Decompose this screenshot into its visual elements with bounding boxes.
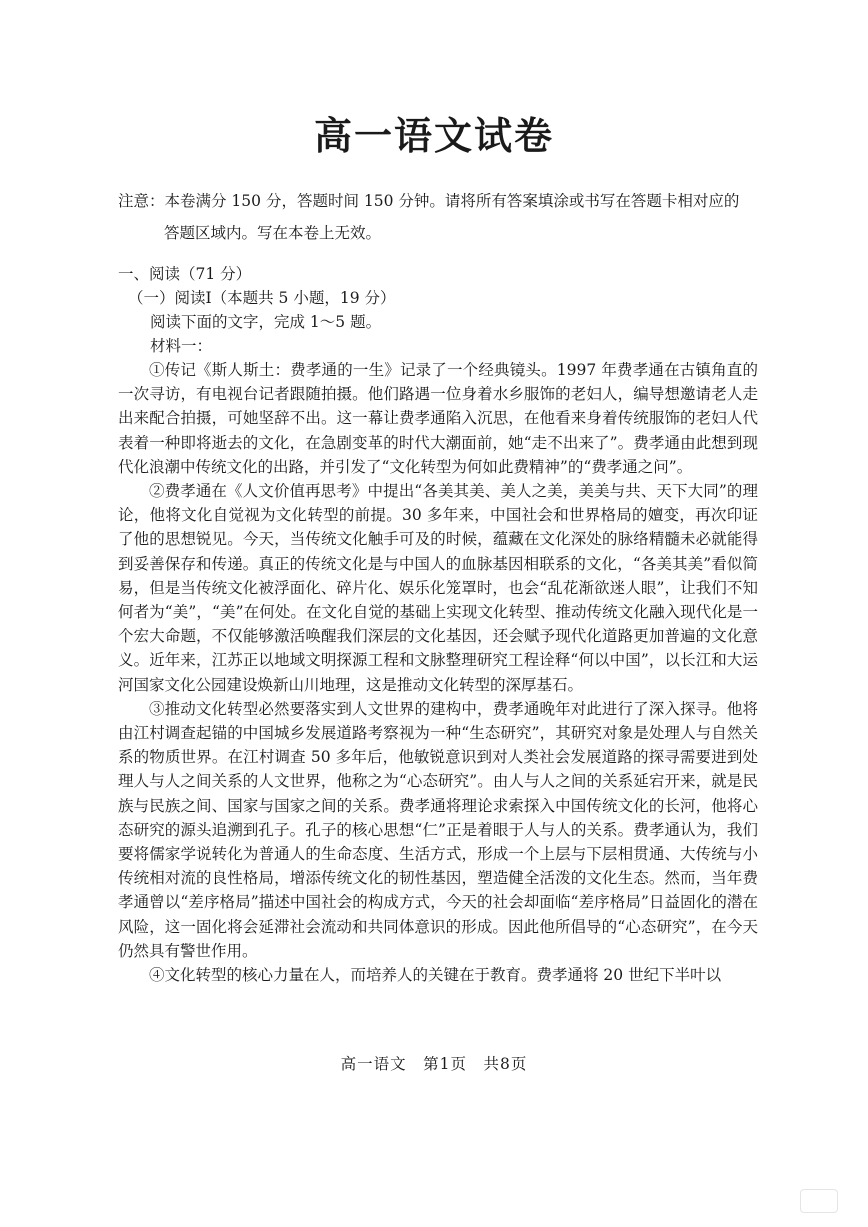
notice-line-2: 答题区域内。写在本卷上无效。 [164, 224, 382, 242]
section-heading: 一、阅读（71 分） [118, 265, 252, 283]
instruction-text: 阅读下面的文字，完成 1～5 题。 [150, 313, 382, 331]
paragraph-1: ①传记《斯人斯土：费孝通的一生》记录了一个经典镜头。1997 年费孝通在古镇角直的一次寻访，有电视台记者跟随拍摄。他们路遇一位身着水乡服饰的老妇人，编导想邀请老人走出来配合拍摄，可她坚辞不出。这一幕让费孝通陷入沉思，在他看来身着传统服饰的老妇人代表着一种即将逝去的文化，在急剧变革的时代大潮面前，她“走不出来了”。费孝通由此想到现代化浪潮中传统文化的出路，并引发了“文化转型为何如此费精神”的“费孝通之问”。 [118, 361, 758, 476]
paragraph-4: ④文化转型的核心力量在人，而培养人的关键在于教育。费孝通将 20 世纪下半叶以 [149, 966, 722, 985]
paragraph-3: ③推动文化转型必然要落实到人文世界的建构中，费孝通晚年对此进行了深入探寻。他将由江村调查起锚的中国城乡发展道路考察视为一种“生态研究”，其研究对象是处理人与自然关系的物质世界。在江村调查 50 多年后，他敏锐意识到对人类社会发展道路的探寻需要进到处理人与人之间关系的人文世界，他称之为“心态研究”。由人与人之间的关系延宕开来，就是民族与民族之间、国家与国家之间的关系。费孝通将理论求索探入中国传统文化的长河，他将心态研究的源头追溯到孔子。孔子的核心思想“仁”正是着眼于人与人的关系。费孝通认为，我们要将儒家学说转化为普通人的生命态度、生活方式，形成一个上层与下层相贯通、大传统与小传统相对流的良性格局，增添传统文化的韧性基因，塑造健全活泼的文化生态。然而，当年费孝通曾以“差序格局”描述中国社会的构成方式，今天的社会却面临“差序格局”日益固化的潜在风险，这一固化将会延滞社会流动和共同体意识的形成。因此他所倡导的“心态研究”，在今天仍然具有警世作用。 [118, 699, 758, 960]
watermark-logo-icon [800, 1189, 838, 1213]
page-footer: 高一语文 第1页 共8页 [340, 1055, 528, 1073]
notice-line-1: 注意：本卷满分 150 分，答题时间 150 分钟。请将所有答案填涂或书写在答题卡相对应的 [118, 192, 740, 210]
watermark [800, 1189, 838, 1213]
page-title: 高一语文试卷 [313, 113, 554, 158]
material-label: 材料一： [150, 337, 213, 355]
notice-block [118, 185, 768, 249]
subsection-heading: （一）阅读Ⅰ（本题共 5 小题，19 分） [128, 289, 396, 307]
reading-passage [118, 358, 758, 987]
paragraph-2: ②费孝通在《人文价值再思考》中提出“各美其美、美人之美，美美与共、天下大同”的理论，他将文化自觉视为文化转型的前提。30 多年来，中国社会和世界格局的嬗变，再次印证了他的思想锐见。今天，当传统文化触手可及的时候，蕴藏在文化深处的脉络精髓未必就能得到妥善保存和传递。真正的传统文化是与中国人的血脉基因相联系的文化，“各美其美”看似简易，但是当传统文化被浮面化、碎片化、娱乐化笼罩时，也会“乱花渐欲迷人眼”，让我们不知何者为“美”，“美”在何处。在文化自觉的基础上实现文化转型、推动传统文化融入现代化是一个宏大命题，不仅能够激活唤醒我们深层的文化基因，还会赋予现代化道路更加普遍的文化意义。近年来，江苏正以地域文明探源工程和文脉整理研究工程诠释“何以中国”，以长江和大运河国家文化公园建设焕新山川地理，这是推动文化转型的深厚基石。 [118, 482, 758, 694]
